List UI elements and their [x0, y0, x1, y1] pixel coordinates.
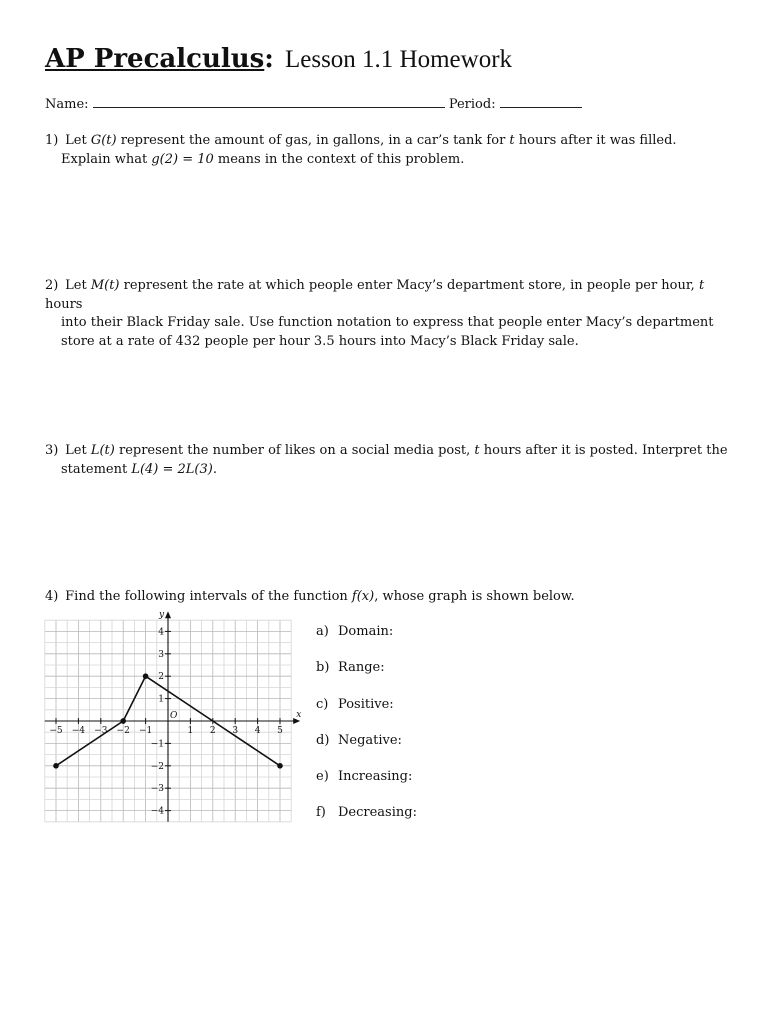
- text: Let: [65, 443, 91, 458]
- part-label: Decreasing:: [338, 805, 417, 821]
- part-letter: f): [316, 805, 326, 821]
- part-range: [316, 660, 417, 696]
- period-field[interactable]: [500, 96, 582, 108]
- x-tick-label: 2: [209, 726, 216, 736]
- x-tick-label: −1: [138, 726, 153, 736]
- name-period-line: [45, 96, 582, 112]
- math-l4-eq-2l3: L(4) = 2L(3): [131, 461, 213, 477]
- math-t: t: [474, 443, 480, 458]
- y-tick-label: 3: [158, 649, 164, 660]
- x-tick-label: −5: [49, 726, 63, 736]
- text: represent the rate at which people enter Macy’s department store, in people per hour,: [119, 278, 699, 293]
- text: statement: [61, 461, 132, 477]
- y-tick-label: 2: [158, 672, 164, 683]
- x-tick-label: −2: [116, 726, 130, 736]
- question-2: [45, 277, 735, 351]
- question-1: [45, 132, 735, 169]
- part-letter: d): [316, 732, 330, 748]
- data-point: [120, 718, 126, 724]
- question-line: [45, 461, 735, 480]
- text: Let: [65, 278, 91, 293]
- question-3: [45, 442, 735, 479]
- data-point: [143, 673, 149, 679]
- text: hours: [45, 296, 83, 312]
- part-positive: [316, 697, 417, 733]
- question-number: 1): [45, 133, 59, 148]
- question-number: 2): [45, 278, 59, 293]
- question-number: 3): [45, 443, 59, 458]
- part-label: Negative:: [338, 732, 402, 748]
- y-tick-label: −3: [150, 784, 164, 795]
- part-label: Increasing:: [338, 769, 413, 785]
- math-f-of-x: f(x): [351, 589, 375, 604]
- y-tick-label: −2: [150, 761, 164, 772]
- text: Find the following intervals of the function: [65, 589, 352, 604]
- question-number: 4): [45, 589, 59, 604]
- math-g-2-eq-10: g(2) = 10: [151, 151, 214, 167]
- y-tick-label: −4: [150, 806, 164, 817]
- text: Let: [65, 133, 91, 148]
- math-m-of-t: M(t): [90, 278, 120, 293]
- question-4: [45, 588, 735, 607]
- part-label: Positive:: [338, 696, 394, 712]
- x-tick-label: 5: [277, 726, 283, 736]
- part-letter: b): [316, 660, 330, 676]
- title-colon: :: [264, 44, 274, 74]
- part-label: Range:: [338, 660, 385, 676]
- text: .: [212, 461, 217, 477]
- x-tick-label: 4: [254, 726, 261, 736]
- question-line: into their Black Friday sale. Use function notation to express that people enter Macy’s department: [61, 315, 714, 330]
- interval-parts: [316, 624, 417, 842]
- lesson-title: Lesson 1.1 Homework: [284, 46, 513, 73]
- math-g-of-t: G(t): [90, 133, 117, 148]
- page-title: [45, 44, 512, 74]
- y-axis-arrow: [165, 611, 171, 618]
- function-graph: [49, 608, 310, 822]
- part-negative: [316, 733, 417, 769]
- course-title: AP Precalculus: [45, 44, 265, 74]
- text: represent the number of likes on a social media post,: [114, 443, 475, 458]
- name-field[interactable]: [93, 96, 445, 108]
- name-label: Name:: [45, 97, 89, 112]
- x-tick-label: −3: [94, 726, 108, 736]
- question-line: store at a rate of 432 people per hour 3.5 hours into Macy’s Black Friday sale.: [61, 333, 579, 349]
- period-label: Period:: [448, 97, 496, 112]
- text: means in the context of this problem.: [213, 151, 465, 167]
- y-tick-label: −1: [150, 739, 164, 750]
- question-line: [45, 151, 735, 170]
- x-tick-label: 1: [187, 726, 194, 736]
- part-letter: e): [316, 769, 329, 785]
- math-t: t: [509, 133, 515, 148]
- part-letter: c): [316, 696, 329, 712]
- text: , whose graph is shown below.: [374, 589, 575, 604]
- origin-label: O: [170, 711, 178, 721]
- text: represent the amount of gas, in gallons, in a car’s tank for: [116, 133, 510, 148]
- y-axis-label: y: [159, 610, 165, 621]
- part-domain: [316, 624, 417, 660]
- x-tick-label: 3: [232, 726, 239, 736]
- part-increasing: [316, 769, 417, 805]
- text: Explain what: [61, 151, 152, 167]
- math-l-of-t: L(t): [90, 443, 115, 458]
- part-label: Domain:: [338, 624, 394, 639]
- text: hours after it was filled.: [514, 133, 677, 148]
- x-axis-label: x: [296, 710, 302, 720]
- data-point: [277, 763, 283, 769]
- part-decreasing: [316, 805, 417, 841]
- y-tick-label: 1: [158, 694, 164, 705]
- y-tick-label: 4: [158, 627, 164, 638]
- x-tick-label: −4: [71, 726, 86, 736]
- text: hours after it is posted. Interpret the: [479, 443, 728, 458]
- part-letter: a): [316, 624, 329, 639]
- data-point: [53, 763, 59, 769]
- math-t: t: [698, 278, 705, 293]
